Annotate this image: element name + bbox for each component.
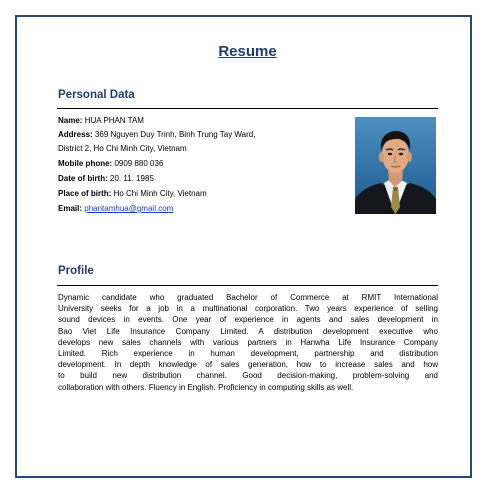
document-title: Resume — [218, 43, 277, 60]
dob-value: 20. 11. 1985 — [110, 174, 154, 183]
profile-paragraph — [58, 292, 438, 393]
profile-divider — [57, 285, 438, 286]
email-link[interactable]: phantamhua@gmail.com — [84, 204, 174, 213]
address-label: Address: — [58, 130, 93, 139]
address-line2: District 2, Ho Chi Minh City, Vietnam — [58, 144, 187, 153]
page-border — [15, 15, 472, 478]
portrait-photo-icon — [355, 117, 436, 214]
name-field — [58, 116, 144, 126]
profile-line: Dynamic candidate who graduated Bachelor of Commerce at RMIT International — [58, 293, 438, 302]
profile-line: Limited. Rich experience in human development, partnership and distribution — [58, 349, 438, 359]
mobile-field — [58, 159, 163, 169]
name-label: Name: — [58, 116, 83, 125]
pob-field — [58, 189, 207, 199]
personal-data-divider — [57, 108, 438, 109]
dob-label: Date of birth: — [58, 174, 108, 183]
profile-line: sound devices in events. One year of experience in agents and sales development in — [58, 315, 438, 325]
profile-line: develops new sales channels with various partners in Hanwha Life Insurance Company — [58, 337, 438, 347]
profile-line: development. In depth knowledge of sales generation, how to increase sales and how — [58, 360, 438, 370]
personal-data-heading: Personal Data — [58, 89, 135, 101]
pob-label: Place of birth: — [58, 189, 112, 198]
address-field-line2 — [58, 144, 187, 154]
email-label: Email: — [58, 204, 83, 213]
profile-line: collaboration with others. Fluency in English. Proficiency in computing skills as well. — [58, 382, 354, 392]
profile-line: Bao Viet Life Insurance Company Limited. A distribution development executive who — [58, 326, 438, 336]
email-field — [58, 204, 173, 214]
portrait-illustration — [355, 117, 436, 214]
profile-heading: Profile — [58, 265, 94, 277]
pob-value: Ho Chi Minh City, Vietnam — [113, 189, 207, 198]
mobile-value: 0909 880 036 — [114, 159, 164, 168]
name-value: HUA PHAN TAM — [84, 116, 144, 125]
address-line1: 369 Nguyen Duy Trinh, Binh Trung Tay Ward, — [94, 130, 256, 139]
mobile-label: Mobile phone: — [58, 159, 113, 168]
profile-line: to build new distribution channel. Good decision-making, problem-solving and — [58, 371, 438, 381]
dob-field — [58, 174, 154, 184]
profile-line: University seeks for a job in a multinational corporation. Two years experience of selling — [58, 304, 438, 314]
address-field — [58, 130, 255, 140]
